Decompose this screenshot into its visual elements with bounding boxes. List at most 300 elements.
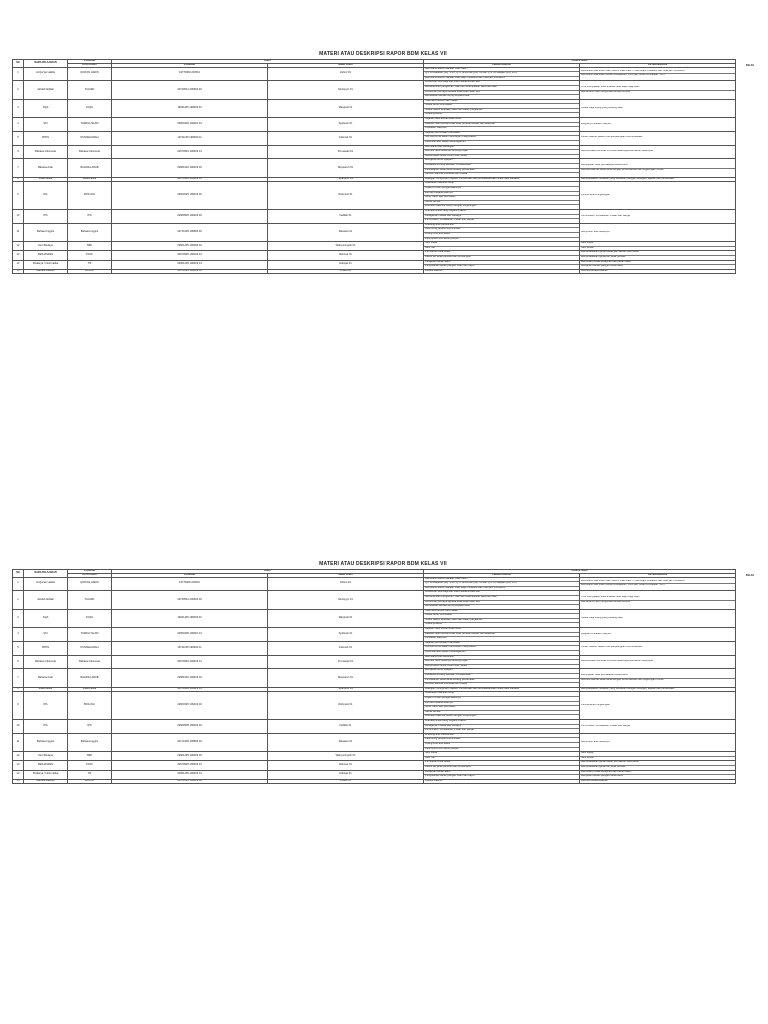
header-mapel: NAMA PELAJARAN — [24, 570, 68, 578]
subject-standard: BAHASA ARAB — [68, 669, 112, 687]
teacher-name: Zahrul 01 — [268, 67, 424, 81]
subject-standard: Bahasa Indonesia — [68, 145, 112, 159]
knowledge-line: Permintaan, Penawaran, Pasar dan Harga — [425, 219, 474, 222]
subject-name: Bahasa Inggris — [24, 733, 68, 751]
teacher-id: 19710105 199803 02 — [112, 223, 268, 241]
teacher-name: Pratiwi 01 — [268, 779, 424, 784]
row-number: 5 — [13, 131, 24, 145]
knowledge-line: Meneladani akhlak terpuji kepada Allah — [425, 605, 470, 608]
knowledge-cell — [424, 118, 580, 132]
subject-name: Al-Qur'an Hadits — [24, 577, 68, 591]
knowledge-line: Dakwah Nabi Muhammad SAW periode Mekah dan Madinah — [424, 633, 579, 638]
knowledge-line: Seni Rupa — [424, 752, 579, 757]
teacher-name: Fadilah 01 — [268, 210, 424, 224]
teacher-name: Muzayyin 01 — [268, 591, 424, 609]
header-kompetensi: KOMPETENSI — [424, 570, 736, 574]
skill-line: Peran Daerah dalam Memperjuangkan Kemerdekaan — [581, 136, 643, 139]
knowledge-cell — [424, 761, 580, 770]
skill-line: Membaca mad thabi'i surah Al-Baqarah: 1-10 dan Surah Al-Waqiah: 10-5 — [581, 74, 665, 77]
subject-standard: MULOK — [68, 269, 112, 274]
knowledge-cell — [424, 81, 580, 99]
row-number: 7 — [13, 669, 24, 687]
teacher-name: Marginal 01 — [268, 609, 424, 627]
knowledge-cell — [424, 99, 580, 117]
knowledge-cell — [424, 577, 580, 591]
skill-cell — [580, 720, 736, 734]
skill-line: Mengolah bahan pangan sederhana — [581, 265, 623, 268]
knowledge-line: Klasifikasi makhluk hidup — [424, 182, 579, 187]
knowledge-line: Mengenal huruf hijaiyah — [424, 669, 579, 674]
subject-standard: FIQIH — [68, 609, 112, 627]
skill-line: Shalat bagi orang yang sedang sakit — [581, 106, 623, 109]
teacher-name: Syahrani 01 — [268, 628, 424, 642]
knowledge-cell — [424, 242, 580, 251]
subject-name: IPA — [24, 692, 68, 720]
knowledge-line: Membaca hukum bacaan mad wajib muttashil dan mad jaiz munfashil — [425, 586, 505, 589]
subject-name: Bahasa Indonesia — [24, 145, 68, 159]
knowledge-cell — [424, 131, 580, 145]
subject-standard: SBK — [68, 752, 112, 761]
teacher-id: 19691205 199403 01 — [112, 260, 268, 269]
skill-line: Menyusun teks deskripsi — [581, 740, 610, 743]
knowledge-line: Zat dan karakteristiknya — [424, 702, 579, 707]
skill-line: Membuat produk kerajinan dari bahan alam — [580, 261, 735, 266]
knowledge-line: Interaksi Makhluk Hidup dengan Lingkungan — [425, 715, 477, 718]
subject-standard: Bahasa Indonesia — [68, 655, 112, 669]
row-number: 3 — [13, 609, 24, 627]
header-pengetahuan: PENGETAHUAN — [424, 573, 580, 577]
knowledge-line: Telling time and dates — [424, 233, 579, 238]
header-kata-kunci: KATA KUNCI — [68, 63, 112, 67]
subject-standard: TIK — [68, 770, 112, 779]
knowledge-cell — [424, 145, 580, 159]
skill-cell — [580, 692, 736, 720]
skill-line: Mempraktikkan gerak dasar permainan bola besar — [580, 761, 735, 766]
knowledge-cell — [424, 733, 580, 751]
subject-name: Bahasa Arab — [24, 159, 68, 177]
row-number: 13 — [13, 251, 24, 260]
skill-cell — [580, 131, 736, 145]
table-row — [13, 131, 736, 145]
rapor-sheet-top — [12, 50, 754, 274]
skill-line: Permintaan, Penawaran, Pasar dan Harga — [581, 724, 630, 727]
knowledge-line: Kerajinan bahan alam — [424, 261, 579, 266]
subject-name: Bahasa Indonesia — [24, 655, 68, 669]
skill-line: Memahami cara menghafal Asmaul Husna — [581, 600, 630, 603]
knowledge-line: Describing people and animals — [424, 738, 579, 743]
skill-line: Memahami cara menghafal Asmaul Husna — [581, 90, 630, 93]
header-guru: GURU — [112, 570, 424, 574]
teacher-name: Pratiwi 01 — [268, 269, 424, 274]
knowledge-line: Menulis Teks Deskripsi tentang objek — [424, 150, 579, 155]
header-guru: GURU — [112, 60, 424, 64]
table-row — [13, 733, 736, 751]
knowledge-line: Suhu, kalor dan pemuaian — [424, 706, 579, 711]
knowledge-line: Shalat jenazah — [425, 113, 443, 116]
knowledge-line: Seni Rupa — [424, 242, 579, 247]
header-nip: STANDAR — [112, 573, 268, 577]
skill-cell — [580, 591, 736, 609]
row-number: 10 — [13, 720, 24, 734]
subject-standard: TARIKH ISLAM — [68, 628, 112, 642]
knowledge-line: Al-Hikmah sifat bagi dan sifat mustahil Allah swt — [424, 591, 579, 596]
knowledge-line: Aksara Daerah — [425, 779, 443, 782]
knowledge-line: Permintaan, Penawaran, Pasar dan Harga — [425, 729, 474, 732]
subject-standard: FIQIH — [68, 99, 112, 117]
knowledge-line: Descriptive text about people — [425, 747, 459, 750]
knowledge-line: Shalat fardu lima waktu — [424, 614, 579, 619]
page-title: MATERI ATAU DESKRIPSI RAPOR BDM KELAS VII — [319, 561, 447, 567]
table-body — [13, 577, 736, 784]
header-mapel: NAMA PELAJARAN — [24, 60, 68, 68]
table-row — [13, 99, 736, 117]
knowledge-line: Khulafaur Rasyidin — [425, 637, 447, 640]
row-number: 13 — [13, 761, 24, 770]
subject-standard: TAUHID — [68, 591, 112, 609]
subject-name: IPS — [24, 720, 68, 734]
knowledge-line: Sejarah perumusan Pancasila — [424, 132, 579, 137]
skill-line: Shalat bagi orang yang sedang sakit — [581, 616, 623, 619]
teacher-id: 19681002 199403 02 — [112, 159, 268, 177]
knowledge-cell — [424, 669, 580, 687]
row-number: 1 — [13, 577, 24, 591]
teacher-name: Rahmani 01 — [268, 182, 424, 210]
page-title: MATERI ATAU DESKRIPSI RAPOR BDM KELAS VII — [319, 51, 447, 57]
knowledge-line: Khulafaur Rasyidin — [425, 127, 447, 130]
knowledge-line: Membaca hukum bacaan mad wajib muttashil dan mad jaiz munfashil — [425, 76, 505, 79]
knowledge-line: Describing people and animals — [424, 228, 579, 233]
teacher-name: Rahmani 01 — [268, 692, 424, 720]
row-number: 8 — [13, 177, 24, 182]
teacher-id: 19710105 199803 02 — [112, 733, 268, 751]
skill-line: Menyusun teks deskripsi — [581, 230, 610, 233]
row-number: 8 — [13, 687, 24, 692]
skill-line: Membaca mad thabi'i dan hukum mad thabi'i / mad wajib muttashil dan mad jaiz munfashil — [580, 580, 735, 585]
skill-cell — [580, 269, 736, 274]
subject-standard: Matematika — [68, 687, 112, 692]
subject-standard: TAUHID — [68, 81, 112, 99]
knowledge-line: Telling time and dates — [424, 743, 579, 748]
knowledge-line: Objek IPA dan pengamatannya — [424, 187, 579, 192]
rapor-sheet-bottom — [12, 560, 754, 784]
subject-name: Matematika — [24, 687, 68, 692]
knowledge-line: Norma-norma dalam kehidupan masyarakat — [424, 136, 579, 141]
table-row — [13, 591, 736, 609]
subject-name: Al-Qur'an Hadits — [24, 67, 68, 81]
knowledge-line: Interaksi Makhluk Hidup dengan Lingkungan — [425, 205, 477, 208]
teacher-name: Marginal 01 — [268, 99, 424, 117]
subject-standard: PKN/SEJARAH — [68, 131, 112, 145]
teacher-id: 19660325 199103 02 — [112, 692, 268, 720]
teacher-name: Wahyuningsih 01 — [268, 242, 424, 251]
skill-cell — [580, 733, 736, 751]
row-number: 1 — [13, 67, 24, 81]
subject-standard: PJOK — [68, 251, 112, 260]
table-row — [13, 761, 736, 770]
knowledge-line: QS. Al-Baqarah [96]: 1-10, Q.S. Al-Zumar [39]: 53 dan Q.S. Al-Waqiah [56]: 10-5 — [424, 72, 579, 77]
subject-standard: Bahasa Inggris — [68, 733, 112, 751]
subject-name: Prakarya / Informatika — [24, 770, 68, 779]
knowledge-line: Interaksi antarruang negara ASEAN — [424, 720, 579, 725]
knowledge-cell — [424, 628, 580, 642]
skill-cell — [580, 251, 736, 260]
row-number: 15 — [13, 269, 24, 274]
knowledge-line: Menemukan unsur-unsur teks narasi — [425, 664, 468, 667]
knowledge-line: Descriptive text about people — [425, 237, 459, 240]
row-number: 5 — [13, 641, 24, 655]
teacher-id: 19700505 199803 02 — [112, 779, 268, 784]
table-row — [13, 67, 736, 81]
table-row — [13, 628, 736, 642]
knowledge-line: Membaca hukum bacaan mad thabi'i — [424, 578, 579, 583]
rapor-table — [12, 59, 736, 274]
skill-cell — [580, 577, 736, 591]
teacher-id: 19661205 199003 02 — [112, 752, 268, 761]
skill-cell — [580, 628, 736, 642]
subject-standard: BIOLOGI — [68, 182, 112, 210]
teacher-id: 19681002 199403 02 — [112, 669, 268, 687]
knowledge-cell — [424, 779, 580, 784]
skill-cell — [580, 669, 736, 687]
knowledge-line: Menanamkan pengertian, dalil dan disampaikan fakta dan dalil — [424, 596, 579, 601]
teacher-id: 19650405 199001 01 — [112, 628, 268, 642]
subject-standard: TARIKH ISLAM — [68, 118, 112, 132]
subject-name: Bahasa Daerah — [24, 269, 68, 274]
skill-cell — [580, 761, 736, 770]
table-row — [13, 641, 736, 655]
skill-line: 5-10 menyajikan hasil analisis sifat wajib bagi Allah — [580, 86, 735, 91]
knowledge-cell — [424, 752, 580, 761]
skill-line: Menyajikan hasil percakapan sederhana — [580, 674, 735, 679]
skill-line: Seni Rupa — [580, 242, 735, 247]
knowledge-cell — [424, 223, 580, 241]
subject-name: Seni Budaya — [24, 242, 68, 251]
skill-cell — [580, 770, 736, 779]
subject-name: PENJASKES — [24, 251, 68, 260]
knowledge-line: Membaca Teks Deskripsi — [424, 146, 579, 151]
row-number: 10 — [13, 210, 24, 224]
teacher-id: 19670904 199403 01 — [112, 145, 268, 159]
skill-cell — [580, 145, 736, 159]
knowledge-line: Membaca hukum bacaan mad thabi'i — [424, 68, 579, 73]
knowledge-cell — [424, 641, 580, 655]
knowledge-line: Al-Hikmah percaya kepada kitab-kitab Allah swt — [424, 91, 579, 96]
skill-line: Pencemaran Lingkungan — [581, 703, 610, 706]
teacher-id: 19770909 200501 — [112, 577, 268, 591]
knowledge-line: Dakwah Nabi Muhammad SAW periode Mekah dan Madinah — [424, 123, 579, 128]
row-number: 15 — [13, 779, 24, 784]
skill-line: Menulis Aksara Daerah — [581, 269, 608, 272]
subject-name: PPKN — [24, 131, 68, 145]
knowledge-line: Greeting and introduction — [424, 734, 579, 739]
table-row — [13, 752, 736, 761]
knowledge-line: Tata cara bersuci dari hadas — [424, 100, 579, 105]
row-number: 9 — [13, 692, 24, 720]
knowledge-line: Struktur kalimat mubtada dan khabar — [425, 683, 468, 686]
skill-cell — [580, 242, 736, 251]
knowledge-cell — [424, 182, 580, 210]
knowledge-line: Gerak Benda — [424, 711, 579, 716]
row-number: 4 — [13, 118, 24, 132]
knowledge-line: Percakapan sederhana tentang perkenalan — [424, 169, 579, 174]
teacher-id: 19670905 199203 01 — [112, 761, 268, 770]
subject-name: SKI — [24, 118, 68, 132]
knowledge-line: Seni Tari — [425, 756, 436, 759]
subject-standard: QUR'AN HADIS — [68, 67, 112, 81]
subject-standard: TIK — [68, 260, 112, 269]
knowledge-cell — [424, 655, 580, 669]
skill-cell — [580, 779, 736, 784]
subject-name: Fiqih — [24, 99, 68, 117]
skill-cell — [580, 210, 736, 224]
rapor-table — [12, 569, 736, 784]
table-row — [13, 779, 736, 784]
table-row — [13, 159, 736, 177]
knowledge-line: Tata cara bersuci dari hadas — [424, 610, 579, 615]
side-label: KELAS — [745, 574, 754, 577]
table-row — [13, 182, 736, 210]
knowledge-line: Al-Hikmah percaya kepada kitab-kitab Allah swt — [424, 601, 579, 606]
row-number: 6 — [13, 145, 24, 159]
teacher-id: 19770909 200501 — [112, 67, 268, 81]
subject-standard: PJOK — [68, 761, 112, 770]
skill-line: 5-10 menyajikan hasil analisis sifat wajib bagi Allah — [580, 596, 735, 601]
skill-line: Menulis kalimat sederhana dengan tema sekolah dan lingkungan rumah — [581, 678, 664, 681]
knowledge-line: Bilangan, Himpunan, Aljabar, Persamaan dan pertidaksamaan linear satu variabel — [425, 687, 520, 690]
knowledge-line: Meneladani akhlak terpuji kepada Allah — [425, 95, 470, 98]
subject-name: Bahasa Arab — [24, 669, 68, 687]
knowledge-line: Kerajinan bahan alam — [424, 771, 579, 776]
subject-standard: Bahasa Inggris — [68, 223, 112, 241]
table-row — [13, 242, 736, 251]
subject-standard: Matematika — [68, 177, 112, 182]
table-row — [13, 770, 736, 779]
knowledge-line: Membaca Teks Deskripsi — [424, 656, 579, 661]
knowledge-line: Seni Tari — [425, 246, 436, 249]
table-row — [13, 692, 736, 720]
teacher-name: Maulana 01 — [268, 733, 424, 751]
row-number: 6 — [13, 655, 24, 669]
row-number: 14 — [13, 770, 24, 779]
knowledge-line: Objek IPA dan pengamatannya — [424, 697, 579, 702]
teacher-id: 19670905 199203 01 — [112, 251, 268, 260]
subject-standard: PKN/SEJARAH — [68, 641, 112, 655]
knowledge-line: Greeting and introduction — [424, 224, 579, 229]
skill-cell — [580, 67, 736, 81]
knowledge-line: Sejarah perumusan Pancasila — [424, 642, 579, 647]
skill-cell — [580, 182, 736, 210]
knowledge-line: Pengolahan bahan pangan buah dan sayur — [425, 265, 475, 268]
knowledge-line: Atletik lari jarak pendek dan lompat jauh — [425, 255, 471, 258]
header-kompetensi: KOMPETENSI — [424, 60, 736, 64]
table-row — [13, 577, 736, 591]
header-standar: STANDAR — [68, 570, 112, 574]
row-number: 2 — [13, 591, 24, 609]
table-row — [13, 118, 736, 132]
knowledge-cell — [424, 260, 580, 269]
skill-line: Seni Musik — [581, 246, 594, 249]
teacher-name: Muzayyin 01 — [268, 81, 424, 99]
subject-standard: QUR'AN HADIS — [68, 577, 112, 591]
subject-name: Matematika — [24, 177, 68, 182]
header-keterampilan: KETERAMPILAN — [580, 63, 736, 67]
skill-line: Mempraktikkan gerak dasar permainan bola besar — [580, 251, 735, 256]
subject-standard: BIOLOGI — [68, 692, 112, 720]
skill-cell — [580, 223, 736, 241]
skill-line: Biografi Khulafaur rasyidin — [581, 632, 612, 635]
teacher-id: 19661205 199003 02 — [112, 242, 268, 251]
skill-line: Menulis Aksara Daerah — [581, 779, 608, 782]
teacher-id: 19670904 199403 01 — [112, 655, 268, 669]
knowledge-line: Permainan bola besar — [424, 251, 579, 256]
knowledge-line: Menulis Teks Deskripsi tentang objek — [424, 660, 579, 665]
skill-cell — [580, 159, 736, 177]
skill-cell — [580, 99, 736, 117]
row-number: 2 — [13, 81, 24, 99]
knowledge-cell — [424, 591, 580, 609]
teacher-name: Purnawati 01 — [268, 145, 424, 159]
row-number: 11 — [13, 733, 24, 751]
header-no: NO — [13, 60, 24, 68]
side-label: KELAS — [745, 64, 754, 67]
row-number: 9 — [13, 182, 24, 210]
skill-line: Menyajikan hasil percakapan sederhana — [580, 164, 735, 169]
knowledge-line: QS. Al-Baqarah [96]: 1-10, Q.S. Al-Zumar [39]: 53 dan Q.S. Al-Waqiah [56]: 10-5 — [424, 582, 579, 587]
knowledge-line: Gerak Benda — [424, 201, 579, 206]
skill-line: Seni Musik — [581, 756, 594, 759]
skill-cell — [580, 118, 736, 132]
teacher-id: 19700909 199803 01 — [112, 177, 268, 182]
table-row — [13, 210, 736, 224]
row-number: 14 — [13, 260, 24, 269]
table-row — [13, 269, 736, 274]
teacher-name: Fatimah 01 — [268, 131, 424, 145]
knowledge-cell — [424, 67, 580, 81]
row-number: 12 — [13, 752, 24, 761]
skill-cell — [580, 260, 736, 269]
knowledge-line: Suhu, kalor dan pemuaian — [424, 196, 579, 201]
header-standar: STANDAR — [68, 60, 112, 64]
teacher-name: Hidayat 01 — [268, 260, 424, 269]
skill-line: Menyelesaikan masalah yang berkaitan dengan bilangan, aljabar dan persamaan — [581, 177, 675, 180]
skill-cell — [580, 655, 736, 669]
knowledge-line: Sejarah Nabi Muhammad SAW — [424, 118, 579, 123]
skill-line: Peran Daerah dalam Memperjuangkan Kemerdekaan — [581, 646, 643, 649]
teacher-name: Maulana 01 — [268, 223, 424, 241]
knowledge-line: Percakapan sederhana tentang perkenalan — [424, 679, 579, 684]
knowledge-line: Permainan bola besar — [424, 761, 579, 766]
table-row — [13, 720, 736, 734]
skill-line: Permintaan, Penawaran, Pasar dan Harga — [581, 214, 630, 217]
knowledge-line: Keragaman Sosial dan Budaya — [424, 215, 579, 220]
knowledge-line: Norma-norma dalam kehidupan masyarakat — [424, 646, 579, 651]
subject-name: Fiqih — [24, 609, 68, 627]
teacher-name: Rahmat 01 — [268, 251, 424, 260]
knowledge-line: Shalat dalam keadaan sakit dan dalam perjalanan — [424, 109, 579, 114]
teacher-id: 19641105 199003 02 — [112, 609, 268, 627]
skill-line: Mengolah bahan pangan sederhana — [581, 775, 623, 778]
skill-line: Biografi Khulafaur rasyidin — [581, 122, 612, 125]
teacher-name: Maysaroh 01 — [268, 159, 424, 177]
teacher-id: 19700505 199803 02 — [112, 269, 268, 274]
teacher-id: 19740512 200604 02 — [112, 591, 268, 609]
knowledge-line: Pengolahan bahan pangan buah dan sayur — [425, 775, 475, 778]
table-row — [13, 669, 736, 687]
skill-cell — [580, 641, 736, 655]
knowledge-cell — [424, 720, 580, 734]
knowledge-line: Sejarah Nabi Muhammad SAW — [424, 628, 579, 633]
table-row — [13, 145, 736, 159]
